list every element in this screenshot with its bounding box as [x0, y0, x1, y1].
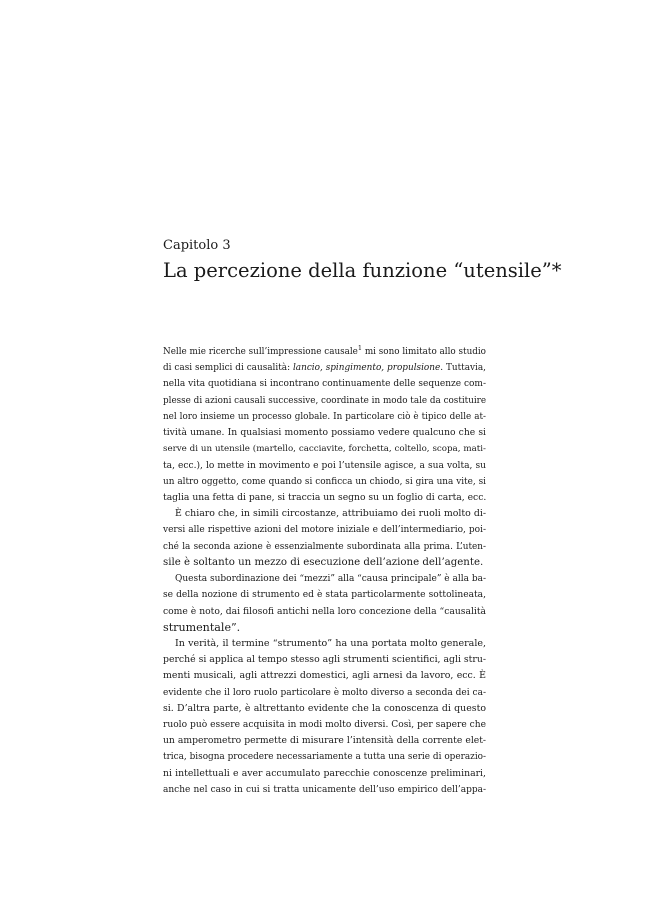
text-line: Questa subordinazione dei “mezzi” alla “causa principale” è alla ba- [175, 574, 486, 585]
text-line: serve di un utensile (martello, cacciavite, forchetta, coltello, scopa, mati- [163, 444, 486, 455]
text-segment: di casi semplici di causalità: [163, 363, 293, 374]
text-line: ché la seconda azione è essenzialmente subordinata alla prima. L’uten- [163, 541, 486, 552]
text-line: come è noto, dai filosofi antichi nella loro concezione della “causalità [163, 605, 486, 617]
text-line: ta, ecc.), lo mette in movimento e poi l’utensile agisce, a sua volta, su [163, 460, 486, 471]
footnote-marker[interactable]: 1 [357, 344, 363, 352]
text-line: strumentale”. [163, 620, 241, 634]
text-line: evidente che il loro ruolo particolare è molto diverso a seconda dei ca- [163, 687, 486, 698]
text-line: tività umane. In qualsiasi momento possiamo vedere qualcuno che si [163, 427, 486, 439]
text-line: se della nozione di strumento ed è stata particolarmente sottolineata, [163, 590, 486, 601]
text-line: ni intellettuali e aver accumulato parecchie conoscenze preliminari, [163, 767, 486, 779]
text-line: trica, bisogna procedere necessariamente a tutta una serie di operazio- [163, 752, 486, 763]
text-line: anche nel caso in cui si tratta unicamente dell’uso empirico dell’appa- [163, 784, 486, 795]
text-line: versi alle rispettive azioni del motore iniziale e dell’intermediario, poi- [163, 525, 486, 536]
text-line: si. D’altra parte, è altrettanto evidente che la conoscenza di questo [163, 702, 486, 714]
text-segment: mi sono limitato allo studio [362, 347, 486, 357]
chapter-label: Capitolo 3 [163, 238, 231, 253]
text-line: ruolo può essere acquisita in modi molto diversi. Così, per sapere che [163, 720, 486, 731]
italic-terms: lancio, spingimento, propulsione [292, 363, 441, 374]
text-line: un amperometro permette di misurare l’intensità della corrente elet- [163, 735, 486, 747]
text-line [163, 360, 486, 376]
text-line: taglia una fetta di pane, si traccia un segno su un foglio di carta, ecc. [163, 491, 487, 503]
chapter-title: La percezione della funzione “utensile”* [163, 259, 562, 282]
text-line: plesse di azioni causali successive, coordinate in modo tale da costituire [163, 395, 487, 406]
text-line: È chiaro che, in simili circostanze, attribuiamo dei ruoli molto di- [175, 508, 486, 520]
text-segment: Nelle mie ricerche sull’impressione causale [163, 347, 358, 357]
text-line: perché si applica al tempo stesso agli strumenti scientifici, agli stru- [163, 654, 486, 666]
text-line: In verità, il termine “strumento” ha una portata molto generale, [175, 637, 486, 649]
text-segment: . Tuttavia, [440, 363, 486, 374]
body-text [163, 344, 486, 798]
text-line: nella vita quotidiana si incontrano continuamente delle sequenze com- [163, 379, 486, 390]
text-line: un altro oggetto, come quando si conficca un chiodo, si gira una vite, si [163, 476, 486, 487]
text-line: sile è soltanto un mezzo di esecuzione dell’azione dell’agente. [163, 556, 484, 568]
text-line [163, 344, 486, 360]
text-line: nel loro insieme un processo globale. In particolare ciò è tipico delle at- [163, 411, 486, 422]
text-line: menti musicali, agli attrezzi domestici, agli arnesi da lavoro, ecc. È [163, 670, 486, 682]
